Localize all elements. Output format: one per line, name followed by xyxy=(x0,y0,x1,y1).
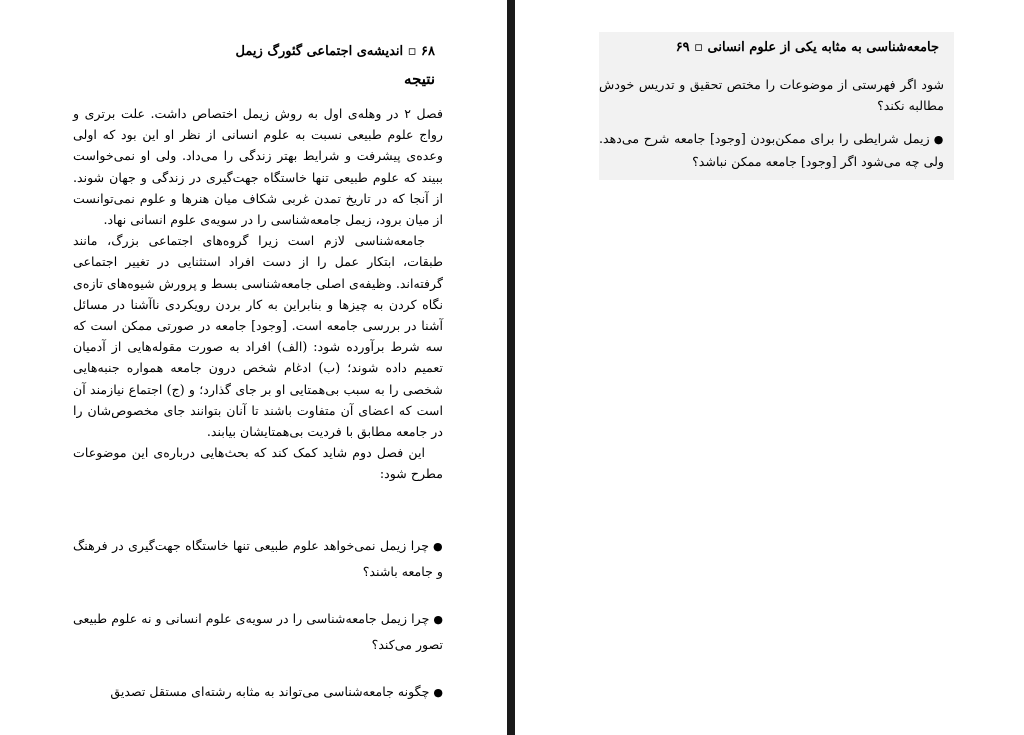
left-page-header: ۶۸ ▫ اندیشه‌ی اجتماعی گئورگ زیمل xyxy=(235,44,435,59)
list-item xyxy=(73,533,443,584)
paragraph-3: این فصل دوم شاید کمک کند که بحث‌هایی درباره‌ی این موضوعات مطرح شود: xyxy=(73,445,443,482)
bullet-icon: ● xyxy=(933,133,944,147)
right-page-header: جامعه‌شناسی به مثابه یکی از علوم انسانی ▫ ۶۹ xyxy=(675,40,939,55)
list-item-text: زیمل شرایطی را برای ممکن‌بودن [وجود] جامعه شرح می‌دهد. ولی چه می‌شود اگر [وجود] جامعه ممکن نباشد؟ xyxy=(599,131,944,169)
list-item xyxy=(73,679,443,705)
left-page xyxy=(0,0,507,735)
list-item-text: چرا زیمل نمی‌خواهد علوم طبیعی تنها خاستگاه جهت‌گیری در فرهنگ و جامعه باشند؟ xyxy=(73,538,443,579)
list-item-text: چرا زیمل جامعه‌شناسی را در سویه‌ی علوم انسانی و نه علوم طبیعی تصور می‌کند؟ xyxy=(73,611,443,652)
bullet-icon: ● xyxy=(433,686,443,699)
list-item xyxy=(599,128,944,171)
paragraph-2: جامعه‌شناسی لازم است زیرا گروه‌های اجتماعی بزرگ، مانند طبقات، ابتکار عمل را از دست افراد استثنایی در تغییر اجتماعی گرفته‌اند. وظیفه‌ی اصلی جامعه‌شناسی بسط و پرورش شیوه‌های تازه‌ی نگاه کردن به چیزها و بنابراین به کار بردن رویکردی ناآشنا در مسائل آشنا در بررسی جامعه است. [وجود] جامعه در صورتی ممکن است که سه شرط برآورده شود: (الف) افراد به صورت مقوله‌هایی از آدمیان تعمیم داده شوند؛ (ب) ادغام شخص درون جامعه همواره جنبه‌هایی شخصی را به سبب بی‌همتایی او بر جای گذارد؛ و (ج) اجتماع نیازمند آن است که اعضای آن متفاوت باشند تا آنان بتوانند جای مخصوص‌شان را در جامعه مطابق با فردیت بی‌همتایشان بیابند. xyxy=(73,233,443,440)
bullet-icon: ● xyxy=(433,540,443,553)
right-page-body xyxy=(599,74,944,172)
paragraph-1: فصل ۲ در وهله‌ی اول به روش زیمل اختصاص داشت. علت برتری و رواج علوم طبیعی نسبت به علوم انسانی از نظر او این بود که اولی وعده‌ی پیشرفت و شرایط بهتر زندگی را می‌داد. ولی او نمی‌خواست ببیند که علوم طبیعی تنها خاستگاه جهت‌گیری در زندگی و جهان شوند. از آنجا که در تاریخ تمدن غربی شکاف میان هنرها و علوم نمی‌توانست از میان برود، زیمل جامعه‌شناسی را در سویه‌ی علوم انسانی نهاد. xyxy=(73,106,444,228)
list-item-text: چگونه جامعه‌شناسی می‌تواند به مثابه رشته‌ای مستقل تصدیق xyxy=(110,684,430,699)
left-page-body xyxy=(73,103,443,485)
continued-paragraph: شود اگر فهرستی از موضوعات را مختص تحقیق و تدریس خودش مطالبه نکند؟ xyxy=(599,77,944,114)
list-item xyxy=(73,606,443,657)
question-list xyxy=(73,533,443,727)
section-heading: نتیجه xyxy=(404,70,435,88)
book-gutter xyxy=(507,0,515,735)
right-page xyxy=(515,0,1024,735)
bullet-icon: ● xyxy=(433,613,443,626)
